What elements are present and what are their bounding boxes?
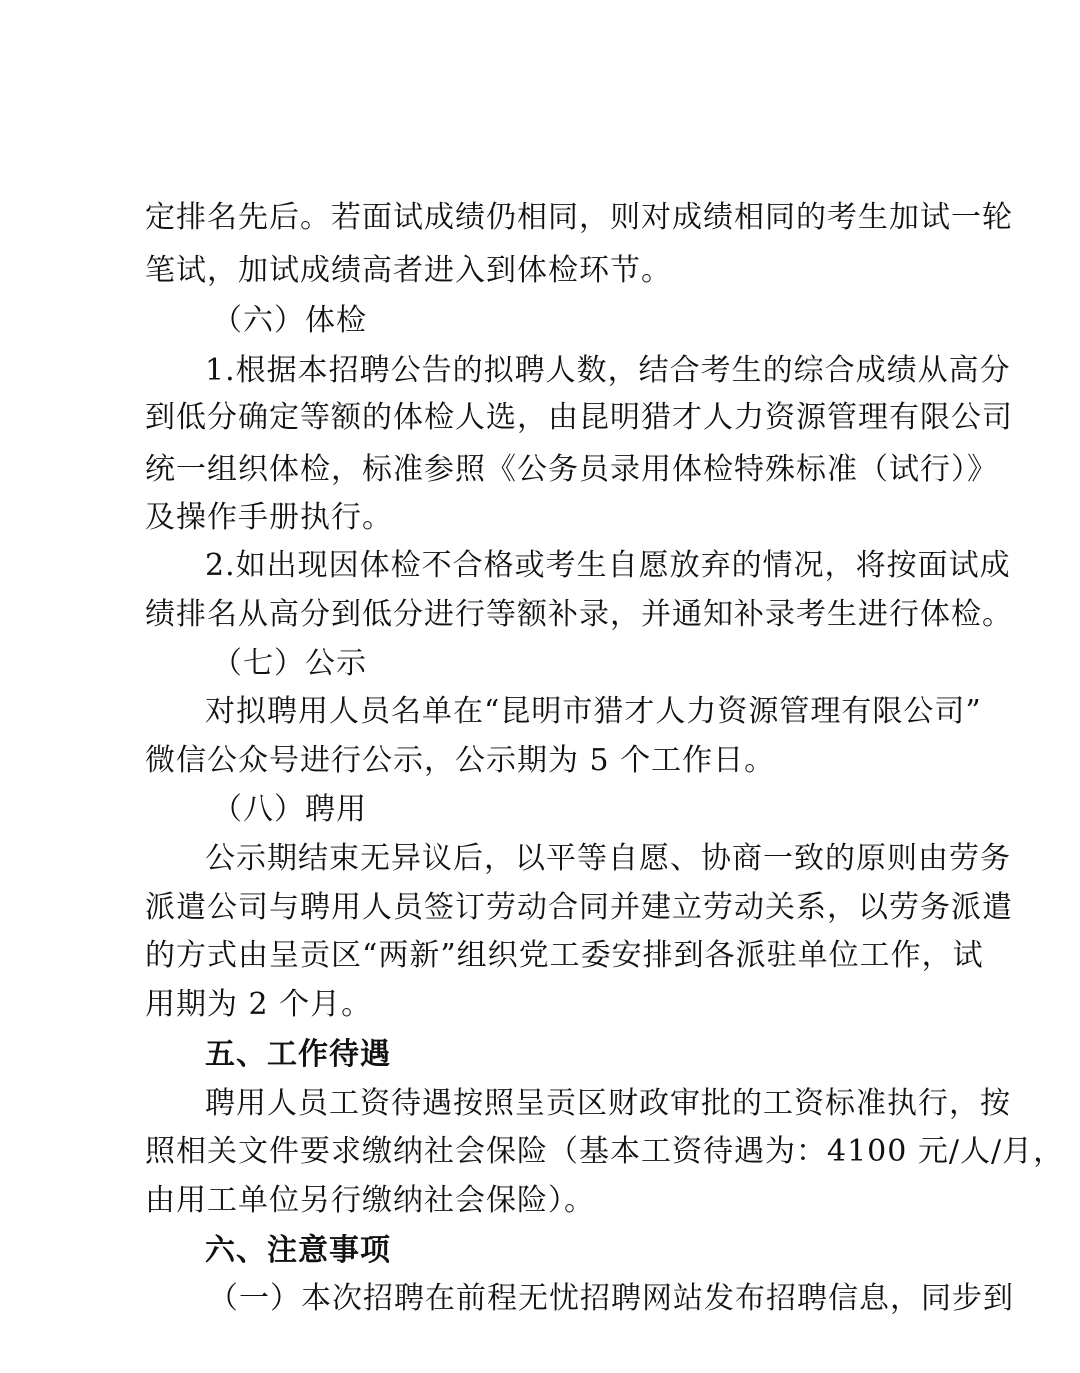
section-heading-employment: （八）聘用 bbox=[212, 792, 367, 827]
body-line: 到低分确定等额的体检人选，由昆明猎才人力资源管理有限公司 bbox=[145, 400, 1013, 435]
body-line: 的方式由呈贡区“两新”组织党工委安排到各派驻单位工作，试 bbox=[145, 938, 984, 973]
body-line: 笔试，加试成绩高者进入到体检环节。 bbox=[145, 253, 672, 288]
body-line: 统一组织体检，标准参照《公务员录用体检特殊标准（试行）》 bbox=[145, 452, 998, 487]
body-line: 定排名先后。若面试成绩仍相同，则对成绩相同的考生加试一轮 bbox=[145, 200, 1013, 235]
section-heading-publicity: （七）公示 bbox=[212, 646, 367, 681]
section-heading-notes: 六、注意事项 bbox=[205, 1233, 391, 1268]
section-heading-compensation: 五、工作待遇 bbox=[205, 1037, 391, 1072]
body-line: 绩排名从高分到低分进行等额补录，并通知补录考生进行体检。 bbox=[145, 597, 1013, 632]
body-line: （一）本次招聘在前程无忧招聘网站发布招聘信息，同步到 bbox=[208, 1281, 1014, 1316]
body-line: 对拟聘用人员名单在“昆明市猎才人力资源管理有限公司” bbox=[205, 694, 982, 729]
body-line: 及操作手册执行。 bbox=[145, 500, 393, 535]
body-line: 由用工单位另行缴纳社会保险）。 bbox=[145, 1183, 595, 1218]
body-line: 公示期结束无异议后，以平等自愿、协商一致的原则由劳务 bbox=[205, 841, 1011, 876]
body-line: 1.根据本招聘公告的拟聘人数，结合考生的综合成绩从高分 bbox=[205, 353, 1011, 388]
body-line: 聘用人员工资待遇按照呈贡区财政审批的工资标准执行，按 bbox=[205, 1086, 1011, 1121]
body-line: 派遣公司与聘用人员签订劳动合同并建立劳动关系，以劳务派遣 bbox=[145, 890, 1013, 925]
body-line: 照相关文件要求缴纳社会保险（基本工资待遇为：4100 元/人/月， bbox=[145, 1134, 1065, 1169]
section-heading-physical-exam: （六）体检 bbox=[212, 303, 367, 338]
body-line: 用期为 2 个月。 bbox=[145, 987, 373, 1022]
body-line: 2.如出现因体检不合格或考生自愿放弃的情况，将按面试成 bbox=[205, 548, 1011, 583]
body-line: 微信公众号进行公示，公示期为 5 个工作日。 bbox=[145, 743, 776, 778]
